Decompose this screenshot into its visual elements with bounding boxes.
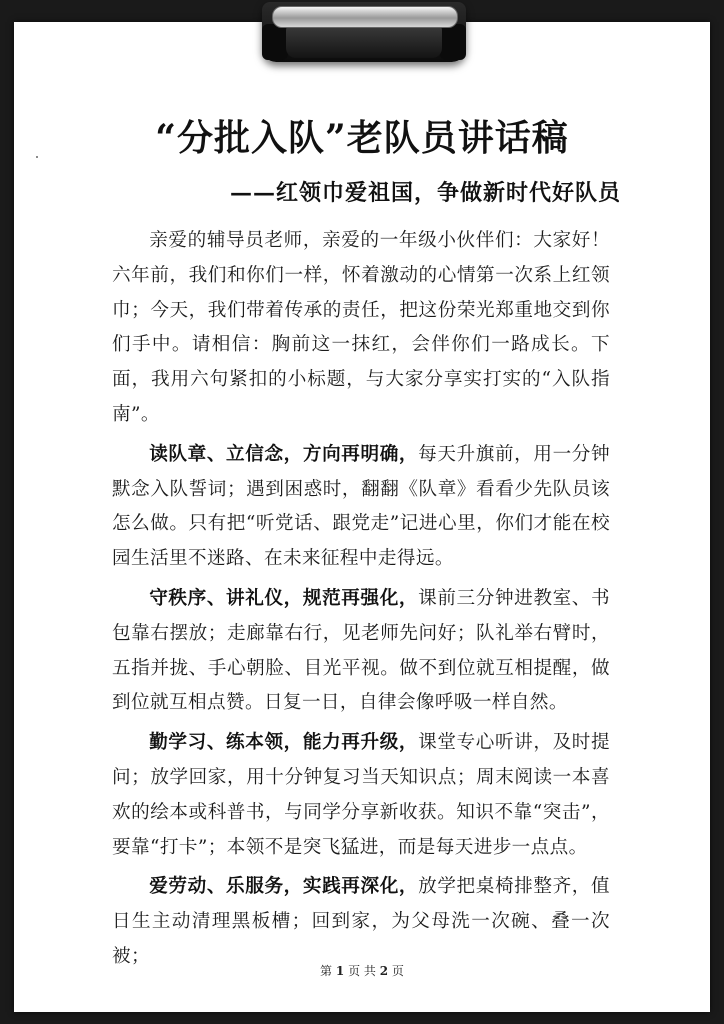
- total-pages-number: 2: [379, 964, 389, 978]
- paragraph-greeting: [112, 224, 610, 433]
- clip-metal-bar: [272, 6, 458, 28]
- document-subtitle: ——红领巾爱祖国，争做新时代好队员: [230, 180, 622, 206]
- paragraph-heading: 勤学习、练本领，能力再升级，: [149, 732, 419, 754]
- page-footer: [0, 962, 724, 979]
- speck: [36, 156, 38, 158]
- paragraph-text: 每天升旗前，用一分钟默念入队誓词；遇到困惑时，翻翻《队章》看看少先队员该怎么做。只有把“听党话、跟党走”记进心里，你们才能在校园生活里不迷路、在未来征程中走得远。: [112, 443, 610, 570]
- clip-right-wing: [440, 24, 466, 60]
- paragraph-section-2: [112, 582, 610, 721]
- document-body: [112, 224, 610, 980]
- paragraph-heading: 读队章、立信念，方向再明确，: [149, 443, 419, 465]
- footer-middle: 页 共: [348, 964, 376, 978]
- clip-left-wing: [262, 24, 288, 60]
- footer-prefix: 第: [320, 964, 333, 978]
- footer-suffix: 页: [391, 964, 404, 978]
- paragraph-text: 课堂专心听讲，及时提问；放学回家，用十分钟复习当天知识点；周末阅读一本喜欢的绘本或科普书，与同学分享新收获。知识不靠“突击”，要靠“打卡”；本领不是突飞猛进，而是每天进步一点点。: [112, 732, 610, 858]
- paragraph-section-3: [112, 726, 610, 865]
- paragraph-section-1: [112, 438, 610, 577]
- paragraph-text: 亲爱的辅导员老师，亲爱的一年级小伙伴们：大家好！六年前，我们和你们一样，怀着激动的心情第一次系上红领巾；今天，我们带着传承的责任，把这份荣光郑重地交到你们手中。请相信：胸前这一抹红，会伴你们一路成长。下面，我用六句紧扣的小标题，与大家分享实打实的“入队指南”。: [112, 230, 610, 425]
- document-title: “分批入队”老队员讲话稿: [155, 117, 569, 159]
- paragraph-text: 放学把桌椅排整齐，值日生主动清理黑板槽；回到家，为父母洗一次碗、叠一次被；: [112, 876, 610, 967]
- paragraph-text: 课前三分钟进教室、书包靠右摆放；走廊靠右行，见老师先问好；队礼举右臂时，五指并拢、手心朝脸、目光平视。做不到位就互相提醒，做到位就互相点赞。日复一日，自律会像呼吸一样自然。: [112, 587, 610, 714]
- paragraph-heading: 爱劳动、乐服务，实践再深化，: [149, 876, 419, 898]
- current-page-number: 1: [335, 964, 345, 978]
- paragraph-section-4: [112, 870, 610, 974]
- clip-plate: [286, 26, 442, 58]
- paragraph-heading: 守秩序、讲礼仪，规范再强化，: [149, 587, 419, 609]
